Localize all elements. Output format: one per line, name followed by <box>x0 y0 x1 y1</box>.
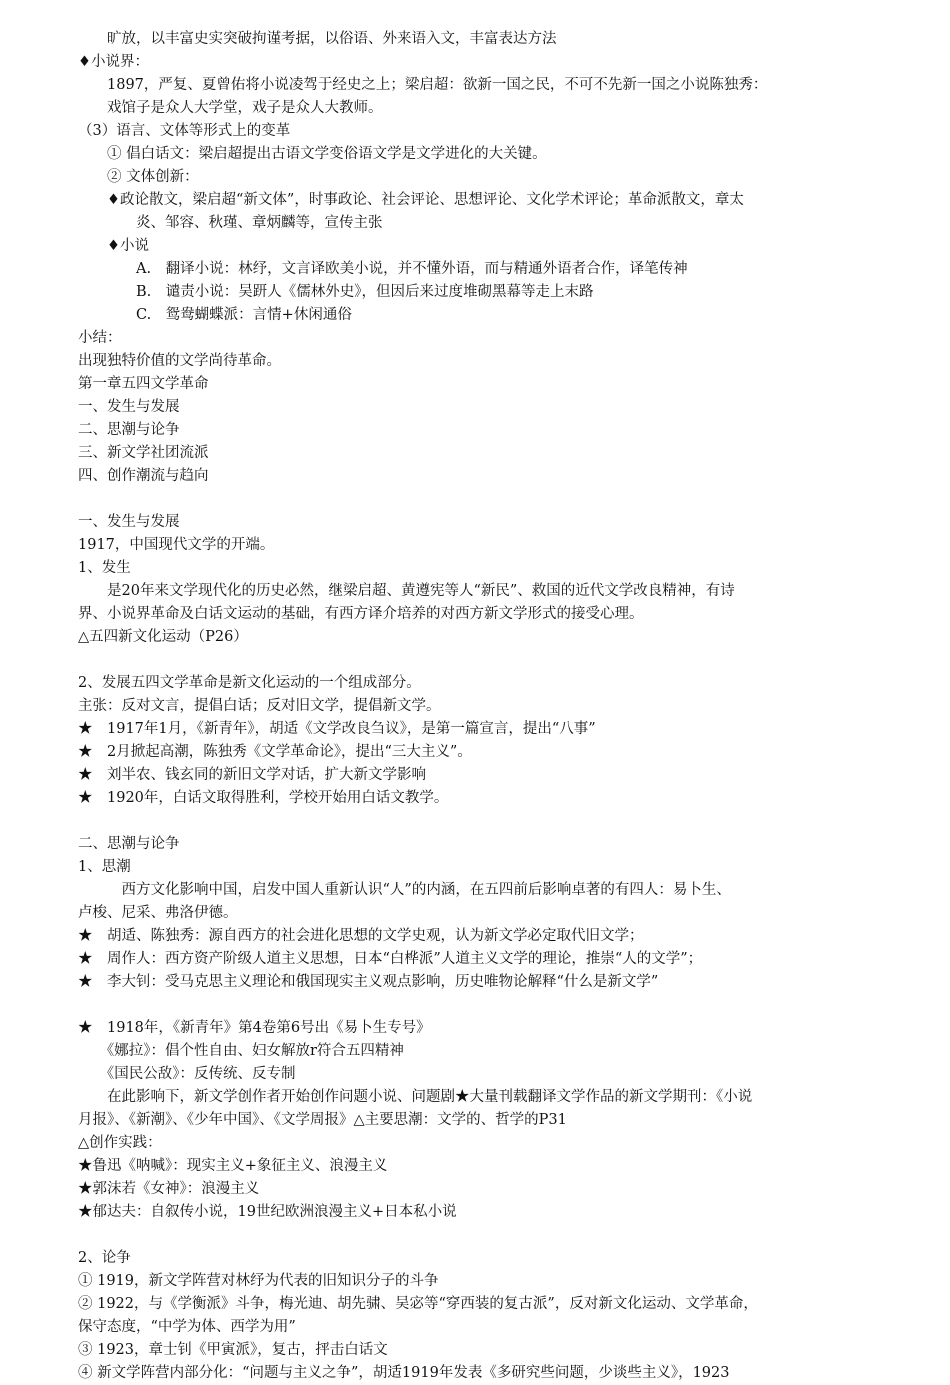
text-line: 旷放，以丰富史实突破拘谨考据，以俗语、外来语入文，丰富表达方法 <box>78 31 557 47</box>
text-line: 月报》、《新潮》、《少年中国》、《文学周报》△主要思潮：文学的、哲学的P31 <box>78 1112 567 1128</box>
list-item: ① 1919，新文学阵营对林纾为代表的旧知识分子的斗争 <box>78 1273 439 1289</box>
star-item: ★鲁迅《呐喊》：现实主义+象征主义、浪漫主义 <box>78 1158 388 1174</box>
subsection-heading: 2、论争 <box>78 1250 131 1266</box>
star-item: ★ 胡适、陈独秀：源自西方的社会进化思想的文学史观，认为新文学必定取代旧文学； <box>78 928 644 944</box>
text-line: 主张：反对文言，提倡白话；反对旧文学，提倡新文学。 <box>78 698 441 714</box>
text-line: △五四新文化运动（P26） <box>78 629 248 645</box>
text-line: 西方文化影响中国，启发中国人重新认识“人”的内涵，在五四前后影响卓著的有四人：易卜生、 <box>78 882 731 898</box>
text-line: ④ 新文学阵营内部分化：“问题与主义之争”，胡适1919年发表《多研究些问题，少谈些主义》，1923 <box>78 1365 730 1381</box>
outline-item: 一、发生与发展 <box>78 399 180 415</box>
star-item: ★ 1918年，《新青年》第4卷第6号出《易卜生专号》 <box>78 1020 431 1036</box>
section-label: ♦小说界： <box>78 54 149 70</box>
subsection-heading: 1、思潮 <box>78 859 131 875</box>
text-line: 1897，严复、夏曾佑将小说凌驾于经史之上；梁启超：欲新一国之民，不可不先新一国之小说陈独秀： <box>78 77 768 93</box>
section-heading: （3）语言、文体等形式上的变革 <box>78 123 291 139</box>
outline-item: 四、创作潮流与趋向 <box>78 468 209 484</box>
list-item: ① 倡白话文：梁启超提出古语文学变俗语文学是文学进化的大关键。 <box>78 146 547 162</box>
subsection-heading: 2、发展五四文学革命是新文化运动的一个组成部分。 <box>78 675 421 691</box>
text-line: 出现独特价值的文学尚待革命。 <box>78 353 281 369</box>
star-item: ★郁达夫：自叙传小说，19世纪欧洲浪漫主义+日本私小说 <box>78 1204 457 1220</box>
section-label: ♦小说 <box>78 238 149 254</box>
section-heading: 一、发生与发展 <box>78 514 180 530</box>
list-item: A. 翻译小说：林纾，文言译欧美小说，并不懂外语，而与精通外语者合作，译笔传神 <box>78 261 688 277</box>
text-line: 保守态度，“中学为体、西学为用” <box>78 1319 296 1335</box>
section-heading: 二、思潮与论争 <box>78 836 180 852</box>
text-line: 卢梭、尼采、弗洛伊德。 <box>78 905 238 921</box>
list-item: C. 鸳鸯蝴蝶派：言情+休闲通俗 <box>78 307 352 323</box>
text-line: 界、小说界革命及白话文运动的基础，有西方译介培养的对西方新文学形式的接受心理。 <box>78 606 644 622</box>
star-item: ★ 李大钊：受马克思主义理论和俄国现实主义观点影响，历史唯物论解释“什么是新文学” <box>78 974 659 990</box>
section-label: 小结： <box>78 330 122 346</box>
text-line: 《娜拉》：倡个性自由、妇女解放r符合五四精神 <box>78 1043 404 1059</box>
section-label: △创作实践： <box>78 1135 162 1151</box>
chapter-title: 第一章五四文学革命 <box>78 376 209 392</box>
text-line: ③ 1923，章士钊《甲寅派》，复古，抨击白话文 <box>78 1342 388 1358</box>
text-line: 在此影响下，新文学创作者开始创作问题小说、问题剧★大量刊载翻译文学作品的新文学期刊：《小说 <box>78 1089 753 1105</box>
text-line: 炎、邹容、秋瑾、章炳麟等，宣传主张 <box>78 215 383 231</box>
list-item: B. 谴责小说：吴趼人《儒林外史》，但因后来过度堆砌黑幕等走上末路 <box>78 284 594 300</box>
subsection-heading: 1、发生 <box>78 560 131 576</box>
star-item: ★ 刘半农、钱玄同的新旧文学对话，扩大新文学影响 <box>78 767 426 783</box>
text-line: 是20年来文学现代化的历史必然，继梁启超、黄遵宪等人“新民”、救国的近代文学改良精神，有诗 <box>78 583 735 599</box>
star-item: ★郭沫若《女神》：浪漫主义 <box>78 1181 260 1197</box>
text-line: 戏馆子是众人大学堂，戏子是众人大教师。 <box>78 100 383 116</box>
outline-item: 二、思潮与论争 <box>78 422 180 438</box>
star-item: ★ 2月掀起高潮，陈独秀《文学革命论》，提出“三大主义”。 <box>78 744 472 760</box>
star-item: ★ 1917年1月，《新青年》，胡适《文学改良刍议》，是第一篇宣言，提出“八事” <box>78 721 596 737</box>
outline-item: 三、新文学社团流派 <box>78 445 209 461</box>
star-item: ★ 周作人：西方资产阶级人道主义思想，日本“白桦派”人道主义文学的理论，推崇“人的文学”； <box>78 951 703 967</box>
text-line: 1917，中国现代文学的开端。 <box>78 537 275 553</box>
text-line: 《国民公敌》：反传统、反专制 <box>78 1066 296 1082</box>
list-item: ② 1922，与《学衡派》斗争，梅光迪、胡先骕、吴宓等“穿西装的复古派”，反对新文化运动、文学革命， <box>78 1296 758 1312</box>
list-item: ② 文体创新： <box>78 169 199 185</box>
star-item: ★ 1920年，白话文取得胜利，学校开始用白话文教学。 <box>78 790 449 806</box>
text-line: ♦政论散文，梁启超“新文体”，时事政论、社会评论、思想评论、文化学术评论；革命派散文，章太 <box>78 192 744 208</box>
